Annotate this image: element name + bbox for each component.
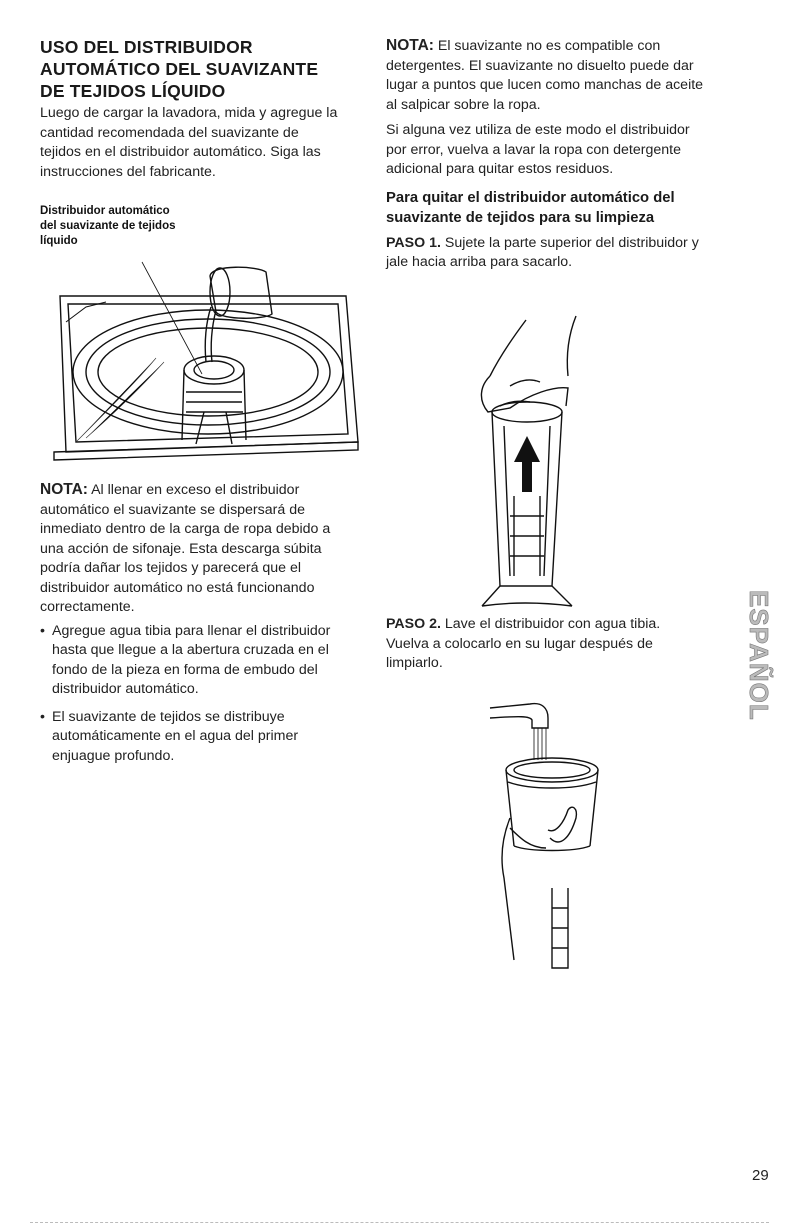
step-1-text: Sujete la parte superior del distribuidor y jale hacia arriba para sacarlo. bbox=[386, 234, 699, 270]
right-note-continued: Si alguna vez utiliza de este modo el distribuidor por error, vuelva a lavar la ropa con detergente adicional para quitar estos residuos. bbox=[386, 122, 690, 177]
page-number: 29 bbox=[752, 1167, 769, 1184]
section-heading: USO DEL DISTRIBUIDOR AUTOMÁTICO DEL SUAVIZANTE DE TEJIDOS LÍQUIDO bbox=[40, 37, 319, 101]
right-note bbox=[386, 36, 706, 115]
bullet-item bbox=[40, 622, 340, 700]
figure-caption: Distribuidor automático del suavizante de tejidos líquido bbox=[40, 205, 176, 247]
side-tab-text: ESPAÑOL bbox=[744, 590, 774, 721]
bullet-icon: • bbox=[40, 708, 45, 725]
bullet-icon: • bbox=[40, 622, 45, 639]
wash-dispenser-illustration bbox=[490, 698, 620, 970]
language-side-tab bbox=[735, 590, 774, 750]
intro-paragraph: Luego de cargar la lavadora, mida y agregue la cantidad recomendada del suavizante de tejidos en el distribuidor automático. Siga las instrucciones del fabricante. bbox=[40, 105, 338, 180]
step-2-block bbox=[386, 615, 706, 674]
note-text: Al llenar en exceso el distribuidor automático el suavizante se dispersará de inmediato dentro de la carga de ropa debido a una acción de sifonaje. Esta descarga súbita podría dañar los tejidos y parecerá que el distribuidor automático no está funcionando correctamente. bbox=[40, 482, 331, 615]
left-note-block bbox=[40, 480, 340, 766]
removal-heading: Para quitar el distribuidor automático del suavizante de tejidos para su limpieza bbox=[386, 189, 675, 226]
step-2-label: PASO 2. bbox=[386, 616, 441, 632]
note-label: NOTA: bbox=[386, 37, 434, 54]
step-1 bbox=[386, 234, 706, 273]
step-2-text: Lave el distribuidor con agua tibia. Vuelva a colocarlo en su lugar después de limpiarlo. bbox=[386, 616, 661, 671]
bullet-text: Agregue agua tibia para llenar el distribuidor hasta que llegue a la abertura cruzada en el fondo de la pieza en forma de embudo del distribuidor automático. bbox=[52, 622, 331, 697]
bullet-item bbox=[40, 708, 340, 767]
page-bottom-divider bbox=[30, 1222, 769, 1224]
left-note bbox=[40, 480, 340, 618]
step-2 bbox=[386, 615, 706, 674]
up-arrow-icon bbox=[514, 436, 540, 492]
note-text: El suavizante no es compatible con detergentes. El suavizante no disuelto puede dar lugar a puntos que lucen como manchas de aceite al salpicar sobre la ropa. bbox=[386, 38, 704, 113]
step-1-label: PASO 1. bbox=[386, 234, 441, 251]
bullet-text: El suavizante de tejidos se distribuye automáticamente en el agua del primer enjuague profundo. bbox=[52, 708, 299, 764]
remove-dispenser-illustration bbox=[470, 316, 610, 616]
note-label: NOTA: bbox=[40, 481, 88, 498]
right-column bbox=[386, 36, 706, 273]
left-column bbox=[40, 36, 340, 249]
washer-dispenser-illustration bbox=[46, 262, 361, 468]
